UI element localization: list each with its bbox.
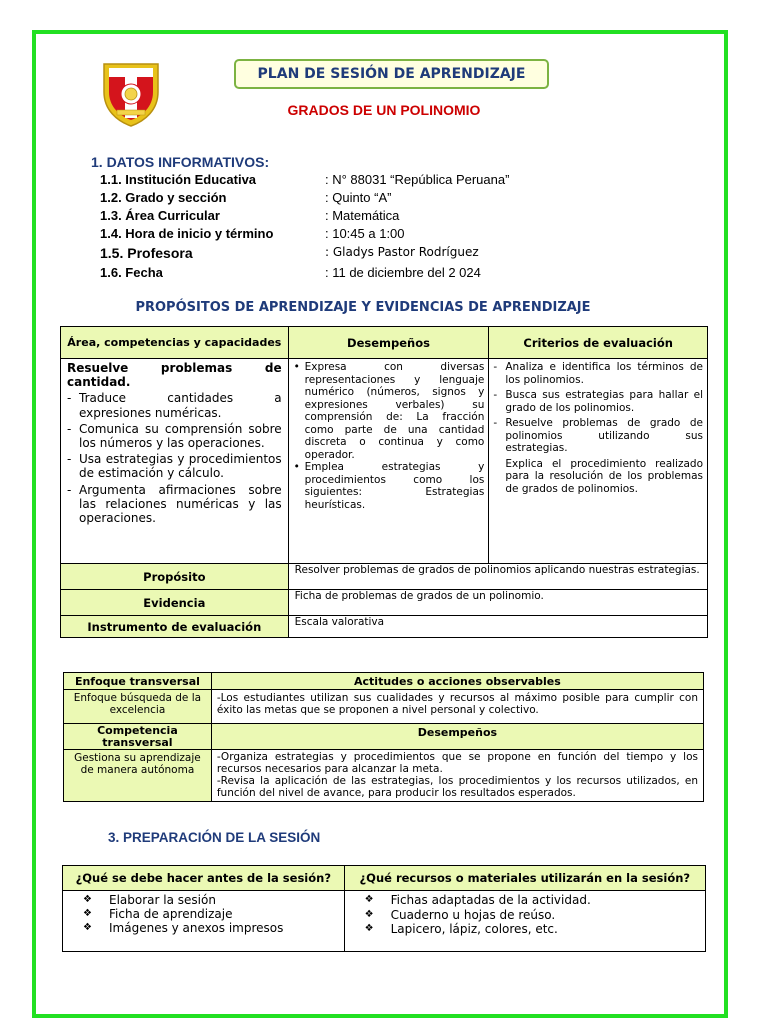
list-item: ❖ Elaborar la sesión: [63, 893, 344, 907]
proposito-label: Propósito: [61, 564, 289, 590]
col-header-criterios: Criterios de evaluación: [489, 327, 708, 359]
enfoque-name: Enfoque búsqueda de la excelencia: [64, 690, 212, 724]
proposito-value: Resolver problemas de grados de polinomios aplicando nuestras estrategias.: [288, 564, 707, 590]
criterios-cell: [489, 359, 708, 564]
recursos-list: [345, 893, 705, 937]
list-item: - Argumenta afirmaciones sobre las relaciones numéricas y las operaciones.: [67, 483, 282, 526]
enfoque-header: Enfoque transversal: [64, 673, 212, 690]
criterio-extra: Explica el procedimiento realizado para la resolución de los problemas de grados de polinomios.: [505, 457, 703, 495]
info-value: : Gladys Pastor Rodríguez: [325, 245, 479, 259]
session-subtitle: GRADOS DE UN POLINOMIO: [287, 102, 481, 118]
competencia-name: Gestiona su aprendizaje de manera autónoma: [64, 750, 212, 802]
recursos-cell: [344, 891, 705, 952]
col-header-desempenos: Desempeños: [288, 327, 489, 359]
competencia-title: Resuelve problemas de cantidad.: [67, 361, 282, 390]
list-item: - Resuelve problemas de grado de polinomios utilizando sus estrategias.: [493, 417, 703, 455]
list-item: • Expresa con diversas representaciones y lenguaje numérico (números, signos y expresiones verbales) su comprensión de: La fracción como parte de una cantidad discreta o continua y como operador.: [293, 361, 485, 461]
enfoque-text: -Los estudiantes utilizan sus cualidades y recursos al máximo posible para cumplir con éxito las metas que se proponen a nivel personal y colectivo.: [211, 690, 703, 724]
competencia-text-1: -Organiza estrategias y procedimientos que se propone en función del tiempo y los recursos necesarios para alcanzar la meta.: [216, 751, 698, 775]
antes-list: [63, 893, 344, 935]
list-item: - Traduce cantidades a expresiones numéricas.: [67, 391, 282, 419]
list-item: - Analiza e identifica los términos de los polinomios.: [493, 361, 703, 386]
list-item: ❖ Fichas adaptadas de la actividad.: [345, 893, 705, 908]
info-label: 1.2. Grado y sección: [100, 190, 227, 205]
document-title: PLAN DE SESIÓN DE APRENDIZAJE: [257, 66, 526, 82]
info-value: : Matemática: [325, 208, 400, 223]
desempenos-cell: [288, 359, 489, 564]
competencia-text-2: -Revisa la aplicación de las estrategias, los procedimientos y los recursos utilizados, en función del nivel de avance, para producir los resultados esperados.: [216, 775, 698, 799]
info-label: 1.1. Institución Educativa: [100, 172, 257, 187]
antes-cell: [63, 891, 345, 952]
list-item: - Busca sus estrategias para hallar el grado de los polinomios.: [493, 389, 703, 414]
competencia-text: [211, 750, 703, 802]
preparacion-heading: 3. PREPARACIÓN DE LA SESIÓN: [108, 830, 321, 845]
list-item: ❖ Lapicero, lápiz, colores, etc.: [345, 922, 705, 937]
list-item: - Usa estrategias y procedimientos de estimación y cálculo.: [67, 452, 282, 480]
info-label: 1.3. Área Curricular: [100, 208, 220, 223]
criterios-list: [493, 361, 703, 455]
desempenos-header: Desempeños: [211, 724, 703, 750]
info-value: : Quinto “A”: [325, 190, 392, 205]
evidencia-value: Ficha de problemas de grados de un polinomio.: [288, 590, 707, 616]
info-value: : 11 de diciembre del 2 024: [325, 265, 481, 280]
col-header-area: Área, competencias y capacidades: [61, 327, 289, 359]
enfoque-table: [63, 672, 704, 802]
datos-heading: 1. DATOS INFORMATIVOS:: [91, 154, 270, 170]
info-value: : 10:45 a 1:00: [325, 226, 405, 241]
competencia-header: Competencia transversal: [64, 724, 212, 750]
info-value: : N° 88031 “República Peruana”: [325, 172, 510, 187]
propositos-table: [60, 326, 708, 638]
info-label: 1.6. Fecha: [100, 265, 163, 280]
instrumento-label: Instrumento de evaluación: [61, 616, 289, 638]
evidencia-label: Evidencia: [61, 590, 289, 616]
list-item: ❖ Cuaderno u hojas de reúso.: [345, 908, 705, 923]
info-label: 1.4. Hora de inicio y término: [100, 226, 274, 241]
list-item: • Emplea estrategias y procedimientos como los siguientes: Estrategias heurísticas.: [293, 461, 485, 511]
recursos-header: ¿Qué recursos o materiales utilizarán en la sesión?: [344, 866, 705, 891]
competencias-cell: [61, 359, 289, 564]
desempenos-list: [293, 361, 485, 511]
antes-header: ¿Qué se debe hacer antes de la sesión?: [63, 866, 345, 891]
propositos-heading: PROPÓSITOS DE APRENDIZAJE Y EVIDENCIAS DE APRENDIZAJE: [135, 300, 591, 315]
actitudes-header: Actitudes o acciones observables: [211, 673, 703, 690]
list-item: ❖ Ficha de aprendizaje: [63, 907, 344, 921]
list-item: - Comunica su comprensión sobre los números y las operaciones.: [67, 422, 282, 450]
capacidades-list: [67, 391, 282, 525]
list-item: ❖ Imágenes y anexos impresos: [63, 921, 344, 935]
instrumento-value: Escala valorativa: [288, 616, 707, 638]
preparacion-table: [62, 865, 706, 952]
info-label: 1.5. Profesora: [100, 245, 193, 261]
document-title-box: [234, 59, 549, 89]
